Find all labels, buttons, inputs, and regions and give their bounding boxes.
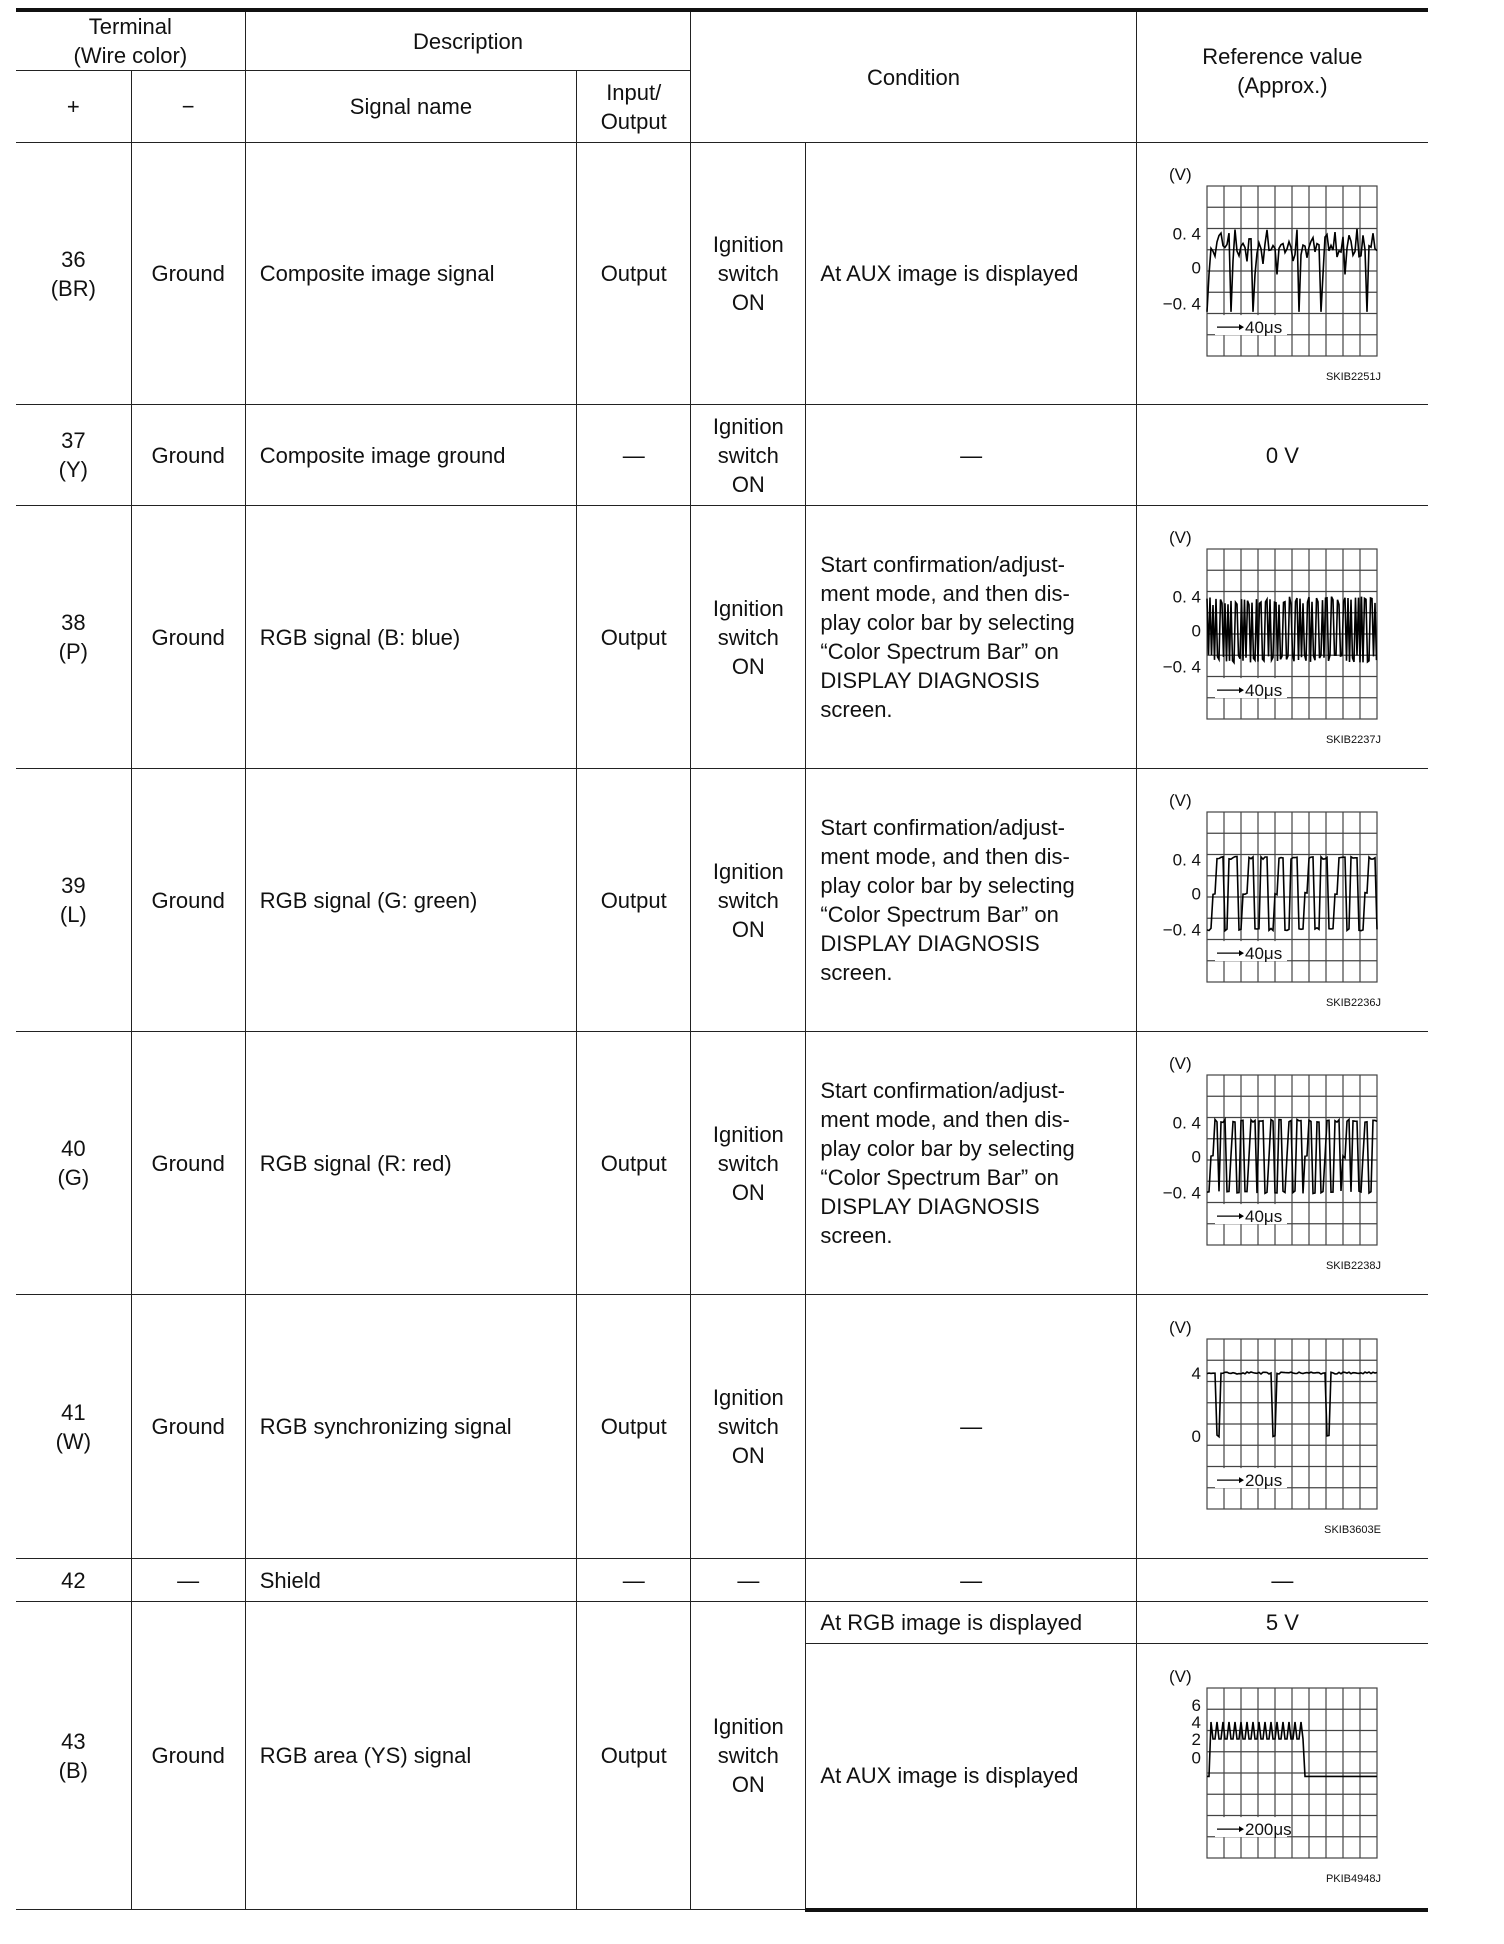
scope-figure-code: PKIB4948J [1326, 1872, 1382, 1885]
signal-name-cell: RGB area (YS) signal [245, 1602, 576, 1910]
condition-line: DISPLAY DIAGNOSIS [820, 1194, 1040, 1219]
switch-line: Ignition [712, 1385, 784, 1410]
reference-cell [1136, 1644, 1428, 1910]
scope-y-tick: 2 [1191, 1729, 1202, 1749]
condition-line: Start confirmation/adjust- [820, 815, 1065, 840]
condition-header: Condition [691, 10, 1137, 143]
scope-y-tick: 4 [1191, 1363, 1202, 1383]
io-cell: Output [577, 1295, 691, 1559]
condition-line: screen. [820, 960, 893, 985]
ground-cell: Ground [131, 1032, 245, 1295]
scope-y-tick: −0. 4 [1163, 293, 1202, 313]
condition-line: DISPLAY DIAGNOSIS [820, 931, 1040, 956]
scope-y-tick: 0. 4 [1173, 850, 1202, 870]
oscilloscope-waveform [1157, 1053, 1407, 1273]
io-header-line: Input/ [606, 79, 662, 105]
condition-line: ment mode, and then dis- [820, 581, 1070, 606]
wire-color: (L) [59, 902, 87, 927]
terminal-cell [16, 1032, 131, 1295]
oscilloscope-waveform [1157, 1666, 1407, 1886]
condition-cell: At AUX image is displayed [806, 143, 1136, 405]
switch-cell [691, 405, 806, 506]
io-cell: Output [577, 769, 691, 1032]
condition-line: screen. [820, 697, 893, 722]
switch-cell [691, 1602, 806, 1910]
scope-y-tick: 0 [1191, 1748, 1202, 1768]
terminal-cell [16, 506, 131, 769]
switch-line: ON [731, 653, 765, 679]
switch-line: ON [731, 1179, 765, 1205]
switch-cell [691, 506, 806, 769]
scope-y-tick: 0 [1191, 621, 1202, 641]
io-header-line: Output [600, 108, 667, 134]
terminal-reference-sheet [16, 8, 1428, 1928]
condition-line: “Color Spectrum Bar” on [820, 902, 1059, 927]
oscilloscope-waveform [1157, 790, 1407, 1010]
switch-line: switch [717, 1743, 779, 1768]
condition-cell: — [806, 1295, 1136, 1559]
plus-header: + [16, 71, 131, 143]
switch-line: ON [731, 1443, 765, 1468]
wire-color: (W) [55, 1428, 92, 1454]
scope-y-tick: 6 [1191, 1695, 1202, 1715]
io-cell: — [577, 1559, 691, 1602]
scope-time-label: 40μs [1245, 1207, 1283, 1227]
signal-name-cell: RGB signal (G: green) [245, 769, 576, 1032]
terminal-cell [16, 143, 131, 405]
wire-color: (G) [57, 1165, 90, 1190]
io-header [577, 71, 691, 143]
reference-cell [1136, 1295, 1428, 1559]
io-cell: Output [577, 143, 691, 405]
ground-cell: Ground [131, 1602, 245, 1910]
scope-y-tick: 0 [1191, 1426, 1202, 1446]
table-row [16, 769, 1428, 1032]
switch-line: Ignition [712, 1714, 784, 1739]
table-row [16, 1295, 1428, 1559]
scope-y-tick: −0. 4 [1163, 657, 1202, 677]
scope-signal-trace [1207, 1120, 1377, 1194]
io-cell: Output [577, 1602, 691, 1910]
scope-y-tick: 4 [1191, 1712, 1202, 1732]
header-row-1 [16, 10, 1428, 71]
scope-figure-code: SKIB2251J [1326, 370, 1382, 383]
terminal-cell [16, 1602, 131, 1910]
switch-line: ON [731, 1772, 765, 1797]
scope-y-tick: 0 [1191, 884, 1202, 904]
minus-header: − [131, 71, 245, 143]
terminal-number: 40 [61, 1136, 86, 1161]
condition-cell [806, 506, 1136, 769]
terminal-number: 39 [61, 873, 86, 898]
ground-cell: Ground [131, 143, 245, 405]
oscilloscope-waveform [1157, 527, 1407, 747]
oscilloscope-waveform [1157, 1317, 1407, 1537]
scope-y-tick: −0. 4 [1163, 1183, 1202, 1203]
switch-line: ON [731, 916, 765, 942]
terminal-cell [16, 405, 131, 506]
scope-time-label: 200μs [1245, 1819, 1293, 1839]
switch-line: switch [717, 1150, 779, 1176]
condition-line: ment mode, and then dis- [820, 1107, 1070, 1132]
oscilloscope-waveform [1157, 164, 1407, 384]
io-cell: Output [577, 506, 691, 769]
wire-color: (Y) [58, 457, 88, 482]
switch-line: Ignition [712, 595, 784, 621]
reference-header-line: Reference value [1202, 44, 1363, 69]
terminal-cell: 42 [16, 1559, 131, 1602]
approx-header-line: (Approx.) [1237, 73, 1328, 98]
terminal-number: 41 [61, 1399, 86, 1425]
scope-signal-trace [1207, 597, 1377, 663]
reference-cell [1136, 769, 1428, 1032]
description-header: Description [245, 10, 691, 71]
condition-line: play color bar by selecting [820, 610, 1075, 635]
switch-cell [691, 769, 806, 1032]
scope-figure-code: SKIB2236J [1326, 997, 1382, 1009]
ground-cell: Ground [131, 506, 245, 769]
scope-y-unit: (V) [1169, 1666, 1193, 1686]
signal-name-cell: Composite image ground [245, 405, 576, 506]
reference-cell [1136, 1032, 1428, 1295]
signal-name-cell: RGB synchronizing signal [245, 1295, 576, 1559]
signal-name-header: Signal name [245, 71, 576, 143]
condition-line: ment mode, and then dis- [820, 844, 1070, 869]
scope-figure-code: SKIB3603E [1324, 1523, 1382, 1536]
scope-y-unit: (V) [1169, 791, 1193, 810]
terminal-number: 43 [61, 1728, 86, 1754]
scope-time-label: 20μs [1245, 1470, 1283, 1490]
switch-line: switch [717, 442, 779, 468]
reference-cell [1136, 143, 1428, 405]
scope-y-tick: 0. 4 [1173, 224, 1202, 244]
reference-header [1136, 10, 1428, 143]
terminal-number: 36 [61, 246, 86, 272]
switch-line: Ignition [712, 858, 784, 884]
scope-y-tick: 0. 4 [1173, 1113, 1202, 1133]
switch-cell [691, 1032, 806, 1295]
condition-cell [806, 769, 1136, 1032]
scope-time-label: 40μs [1245, 681, 1283, 701]
terminal-number: 37 [61, 428, 86, 453]
condition-line: screen. [820, 1223, 893, 1248]
signal-name-cell: Composite image signal [245, 143, 576, 405]
scope-y-unit: (V) [1169, 164, 1193, 184]
terminal-cell [16, 769, 131, 1032]
signal-name-cell: RGB signal (B: blue) [245, 506, 576, 769]
condition-line: “Color Spectrum Bar” on [820, 1165, 1059, 1190]
reference-cell: 5 V [1136, 1602, 1428, 1644]
table-row [16, 405, 1428, 506]
switch-line: switch [717, 261, 779, 286]
terminal-cell [16, 1295, 131, 1559]
terminal-header-line: Terminal [88, 14, 172, 39]
condition-cell: — [806, 405, 1136, 506]
table-row [16, 1032, 1428, 1295]
io-cell: — [577, 405, 691, 506]
switch-cell: — [691, 1559, 806, 1602]
condition-cell: — [806, 1559, 1136, 1602]
scope-y-tick: 0 [1191, 1147, 1202, 1167]
terminal-number: 38 [61, 610, 86, 635]
switch-line: ON [731, 471, 765, 497]
terminal-table [16, 8, 1428, 1912]
condition-line: Start confirmation/adjust- [820, 552, 1065, 577]
scope-y-unit: (V) [1169, 528, 1193, 547]
io-cell: Output [577, 1032, 691, 1295]
reference-cell: — [1136, 1559, 1428, 1602]
switch-cell [691, 143, 806, 405]
wire-color: (B) [58, 1757, 88, 1783]
scope-y-tick: 0 [1191, 258, 1202, 278]
table-row [16, 506, 1428, 769]
scope-y-tick: 0. 4 [1173, 587, 1202, 607]
wire-color-header-line: (Wire color) [73, 43, 188, 68]
condition-cell: At AUX image is displayed [806, 1644, 1136, 1910]
condition-cell: At RGB image is displayed [806, 1602, 1136, 1644]
switch-line: Ignition [712, 232, 784, 257]
scope-time-label: 40μs [1245, 944, 1283, 964]
scope-y-tick: −0. 4 [1163, 920, 1202, 940]
scope-y-unit: (V) [1169, 1054, 1193, 1073]
reference-cell: 0 V [1136, 405, 1428, 506]
condition-line: play color bar by selecting [820, 1136, 1075, 1161]
switch-cell [691, 1295, 806, 1559]
scope-y-unit: (V) [1169, 1317, 1193, 1337]
ground-cell: Ground [131, 1295, 245, 1559]
condition-line: Start confirmation/adjust- [820, 1078, 1065, 1103]
switch-line: ON [731, 290, 765, 315]
switch-line: switch [717, 1414, 779, 1439]
ground-cell: Ground [131, 405, 245, 506]
condition-cell [806, 1032, 1136, 1295]
reference-cell [1136, 506, 1428, 769]
table-row [16, 1602, 1428, 1644]
condition-line: DISPLAY DIAGNOSIS [820, 668, 1040, 693]
condition-line: play color bar by selecting [820, 873, 1075, 898]
switch-line: Ignition [712, 1121, 784, 1147]
switch-line: Ignition [712, 413, 784, 439]
scope-figure-code: SKIB2237J [1326, 734, 1382, 746]
switch-line: switch [717, 887, 779, 913]
condition-line: “Color Spectrum Bar” on [820, 639, 1059, 664]
table-row [16, 1559, 1428, 1602]
scope-figure-code: SKIB2238J [1326, 1260, 1382, 1272]
terminal-header [16, 10, 245, 71]
ground-cell: Ground [131, 769, 245, 1032]
signal-name-cell: RGB signal (R: red) [245, 1032, 576, 1295]
scope-time-label: 40μs [1245, 317, 1283, 337]
wire-color: (P) [58, 639, 88, 664]
table-row [16, 143, 1428, 405]
switch-line: switch [717, 624, 779, 650]
ground-cell: — [131, 1559, 245, 1602]
signal-name-cell: Shield [245, 1559, 576, 1602]
wire-color: (BR) [50, 275, 96, 301]
